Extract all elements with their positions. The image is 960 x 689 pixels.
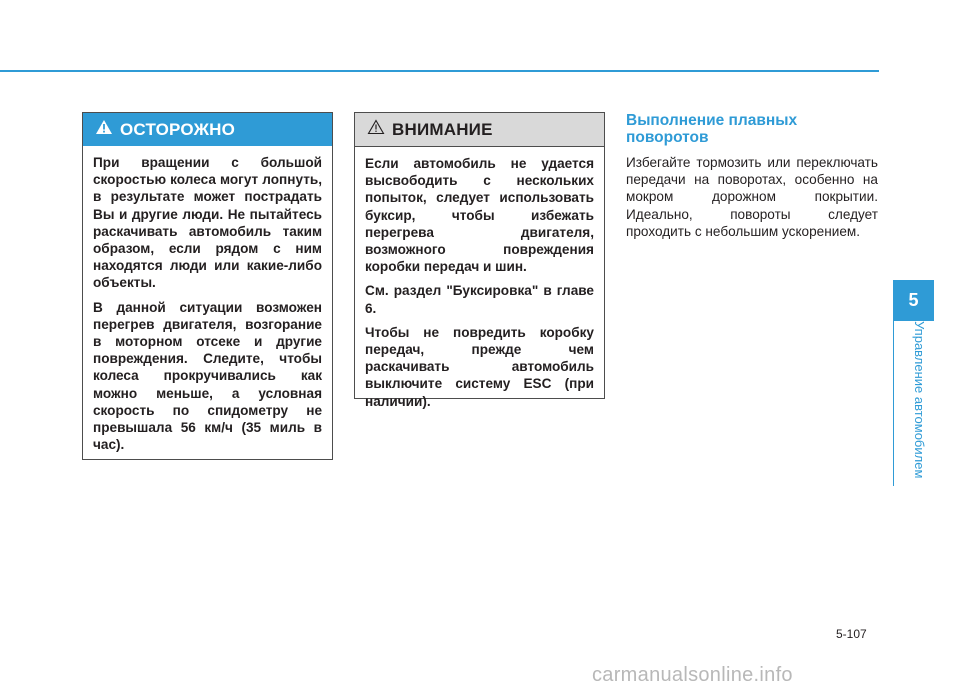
warning-paragraph: При вращении с большой скоростью колеса могут лопнуть, в результате может пострадать Вы и другие люди. Не пытайтесь раскачивать автомобиль таким образом, если рядом с ним находятся люди или какие-либо объекты.	[93, 155, 322, 291]
section-heading: Выполнение плавных поворотов	[626, 112, 798, 146]
caution-title: ВНИМАНИЕ	[392, 119, 493, 139]
caution-box	[354, 112, 605, 409]
section-text: Избегайте тормозить или переключать передачи на поворотах, особенно на мокром дорожном покрытии. Идеально, повороты следует проходить с небольшим ускорением.	[626, 155, 878, 239]
top-rule	[0, 70, 879, 72]
page-number: 5-107	[836, 627, 867, 641]
caution-paragraph: Чтобы не повредить коробку передач, прежде чем раскачивать автомобиль выключите систему ESC (при наличии).	[365, 324, 594, 409]
caution-header	[355, 113, 604, 147]
warning-header	[83, 113, 332, 146]
section-column	[626, 112, 878, 240]
caution-triangle-icon	[367, 119, 385, 140]
warning-box	[82, 112, 333, 460]
watermark: carmanualsonline.info	[592, 664, 793, 686]
warning-title: ОСТОРОЖНО	[120, 119, 236, 139]
warning-triangle-icon	[95, 119, 113, 140]
chapter-title: Управление автомобилем	[912, 321, 927, 479]
chapter-sidebar	[893, 321, 934, 486]
caution-paragraph: См. раздел "Буксировка" в главе 6.	[365, 283, 594, 316]
caution-paragraph: Если автомобиль не удается высвободить с нескольких попыток, следует использовать буксир, чтобы избежать перегрева двигателя, возможного повреждения коробки передач и шин.	[365, 156, 594, 275]
chapter-number-tab[interactable]: 5	[893, 280, 934, 321]
warning-paragraph: В данной ситуации возможен перегрев двигателя, возгорание в моторном отсеке и другие повреждения. Следите, чтобы колеса прокручивались как можно меньше, а условная скорость по спидометру не превышала 56 км/ч (35 миль в час).	[93, 299, 322, 453]
